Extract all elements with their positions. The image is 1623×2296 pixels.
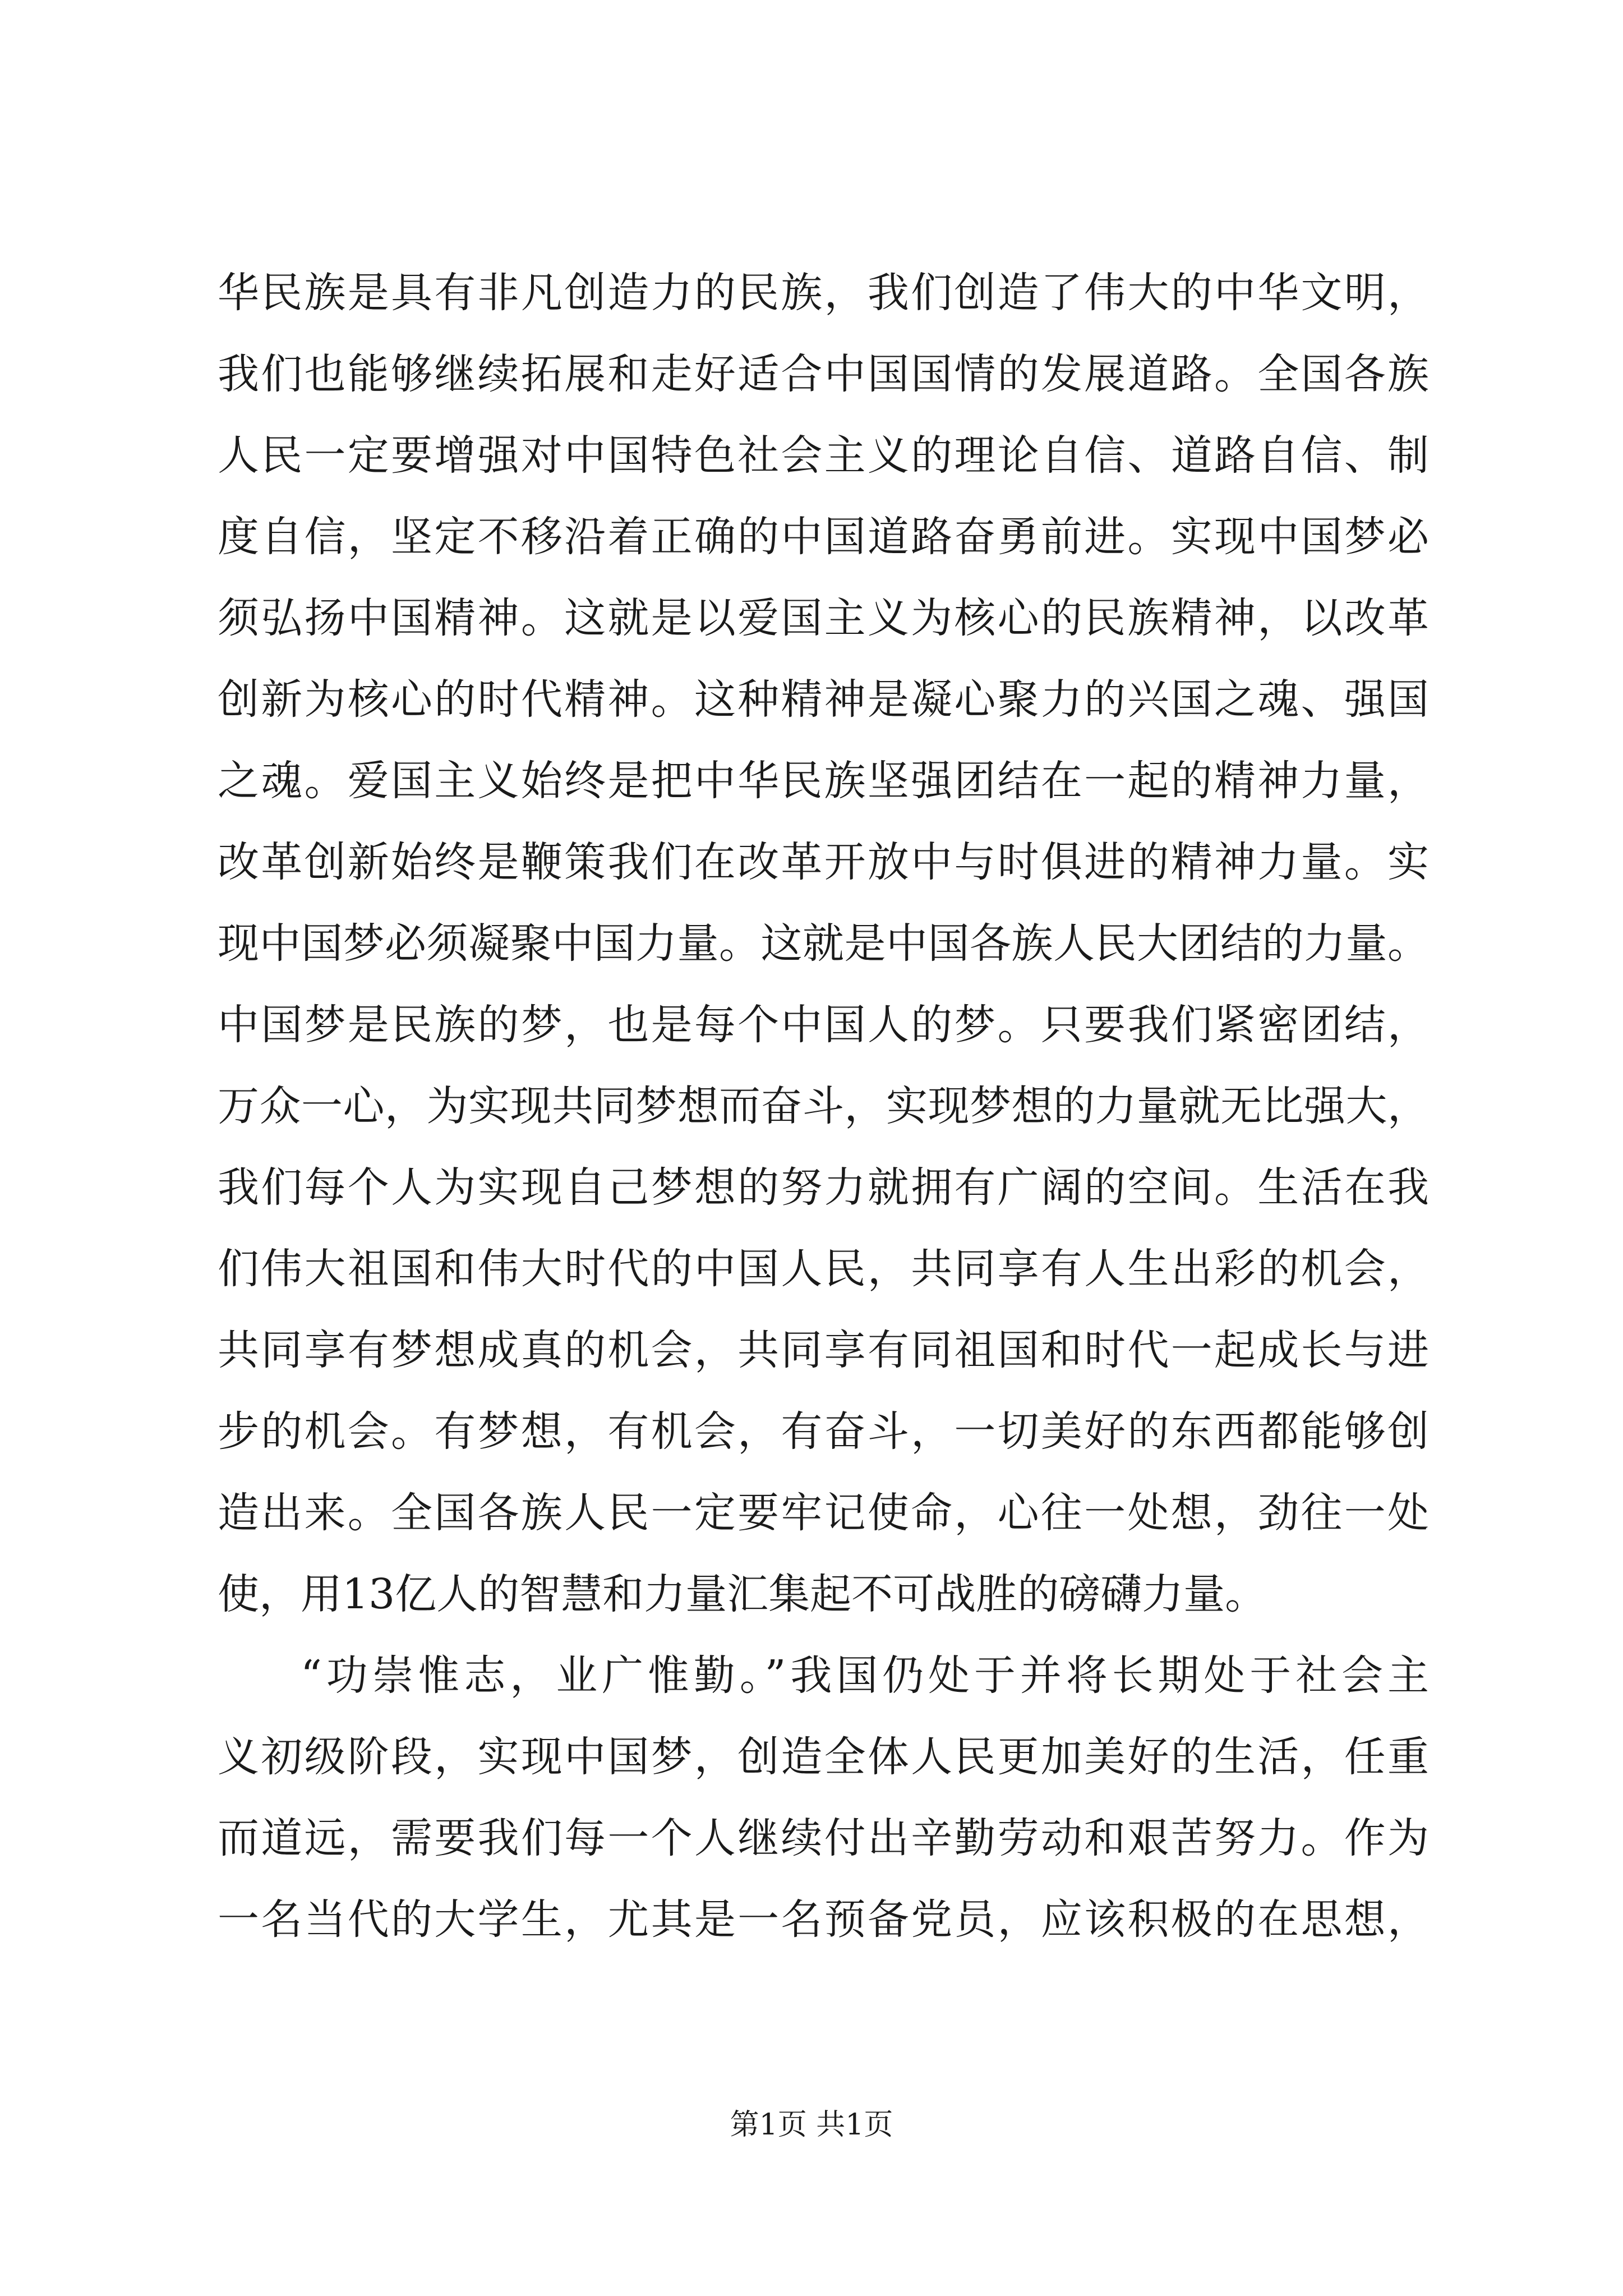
text-line: 之魂。爱国主义始终是把中华民族坚强团结在一起的精神力量， bbox=[218, 757, 1429, 805]
text-line: 造出来。全国各族人民一定要牢记使命，心往一处想，劲往一处 bbox=[218, 1489, 1429, 1537]
text-line: 现中国梦必须凝聚中国力量。这就是中国各族人民大团结的力量。 bbox=[218, 919, 1429, 968]
text-line: 中国梦是民族的梦，也是每个中国人的梦。只要我们紧密团结， bbox=[218, 1001, 1429, 1049]
text-line: 改革创新始终是鞭策我们在改革开放中与时俱进的精神力量。实 bbox=[218, 838, 1429, 886]
text-line: 万众一心，为实现共同梦想而奋斗，实现梦想的力量就无比强大， bbox=[218, 1082, 1429, 1130]
text-line: 华民族是具有非凡创造力的民族，我们创造了伟大的中华文明， bbox=[218, 269, 1429, 317]
text-line: 步的机会。有梦想，有机会，有奋斗，一切美好的东西都能够创 bbox=[218, 1407, 1429, 1456]
page-footer: 第1页 共1页 bbox=[730, 2108, 893, 2142]
text-line-paragraph-end: 使，用13亿人的智慧和力量汇集起不可战胜的磅礴力量。 bbox=[218, 1570, 1267, 1618]
text-line: 我们也能够继续拓展和走好适合中国国情的发展道路。全国各族 bbox=[218, 350, 1429, 398]
text-line: 人民一定要增强对中国特色社会主义的理论自信、道路自信、制 bbox=[218, 431, 1429, 480]
text-line: 我们每个人为实现自己梦想的努力就拥有广阔的空间。生活在我 bbox=[218, 1163, 1429, 1212]
text-line: 们伟大祖国和伟大时代的中国人民，共同享有人生出彩的机会， bbox=[218, 1245, 1429, 1293]
text-line: 而道远，需要我们每一个人继续付出辛勤劳动和艰苦努力。作为 bbox=[218, 1814, 1429, 1862]
text-line-paragraph-start: “功崇惟志，业广惟勤。”我国仍处于并将长期处于社会主 bbox=[301, 1651, 1429, 1700]
text-line: 义初级阶段，实现中国梦，创造全体人民更加美好的生活，任重 bbox=[218, 1733, 1429, 1781]
text-line: 须弘扬中国精神。这就是以爱国主义为核心的民族精神，以改革 bbox=[218, 594, 1429, 642]
text-line: 度自信，坚定不移沿着正确的中国道路奋勇前进。实现中国梦必 bbox=[218, 513, 1429, 561]
body-text bbox=[218, 252, 1429, 1961]
text-line: 共同享有梦想成真的机会，共同享有同祖国和时代一起成长与进 bbox=[218, 1326, 1429, 1374]
text-line: 一名当代的大学生，尤其是一名预备党员，应该积极的在思想， bbox=[218, 1895, 1429, 1944]
text-line: 创新为核心的时代精神。这种精神是凝心聚力的兴国之魂、强国 bbox=[218, 675, 1429, 724]
